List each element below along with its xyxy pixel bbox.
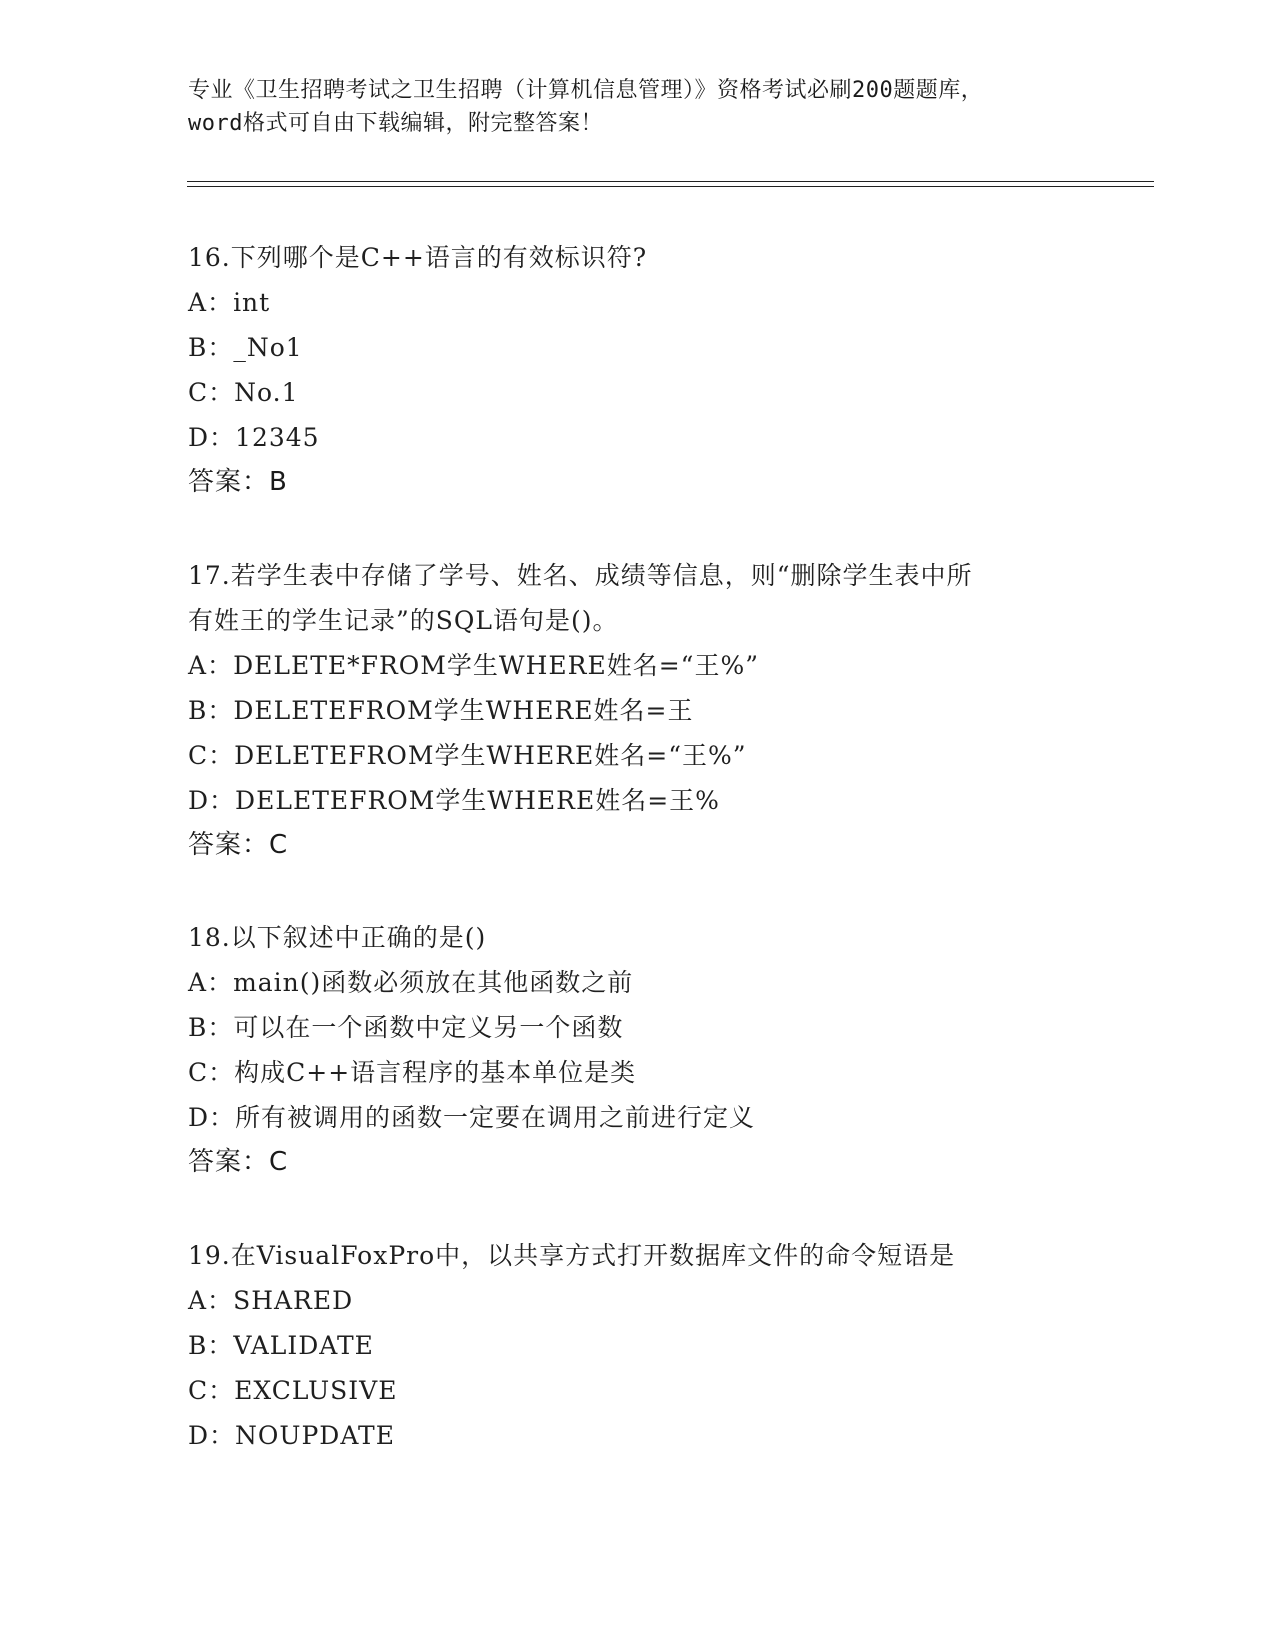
option-c [188,1368,1088,1413]
question-text [188,235,1088,280]
option-c [188,1050,1088,1095]
option-c [188,370,1088,415]
option-a [188,280,1088,325]
option-text: 所有被调用的函数一定要在调用之前进行定义 [235,1103,756,1132]
option-d [188,778,1088,823]
header-line-1: 专业《卫生招聘考试之卫生招聘（计算机信息管理）》资格考试必刷200题题库， [188,78,984,103]
document-header [188,74,1088,140]
option-text: VALIDATE [233,1331,374,1360]
option-text: DELETEFROM学生WHERE姓名=王 [233,696,694,725]
question-17 [188,553,1088,868]
option-text: main()函数必须放在其他函数之前 [233,968,634,997]
option-text: No.1 [234,378,299,407]
question-16 [188,235,1088,505]
option-text: NOUPDATE [235,1421,395,1450]
option-c [188,733,1088,778]
option-key: B： [188,1331,234,1360]
option-text: _No1 [233,333,303,362]
option-key: B： [188,1013,234,1042]
option-key: C： [188,378,235,407]
header-divider-top [187,181,1154,182]
question-18 [188,915,1088,1185]
option-key: D： [188,1421,236,1450]
option-text: DELETE*FROM学生WHERE姓名=“王%” [233,651,759,680]
option-text: DELETEFROM学生WHERE姓名=“王%” [234,741,747,770]
question-text-continued: 有姓王的学生记录”的SQL语句是()。 [188,606,619,635]
option-key: D： [188,1103,236,1132]
option-b [188,325,1088,370]
option-key: C： [188,741,235,770]
option-a [188,643,1088,688]
answer: 答案：C [188,1147,289,1177]
question-text [188,553,1088,598]
option-text: 12345 [235,423,320,452]
option-key: A： [188,1286,234,1315]
question-number: 19. [188,1241,231,1270]
option-text: EXCLUSIVE [234,1376,398,1405]
option-text: DELETEFROM学生WHERE姓名=王% [235,786,720,815]
option-a [188,960,1088,1005]
answer: 答案：C [188,830,289,860]
question-stem: 若学生表中存储了学号、姓名、成绩等信息，则“删除学生表中所 [230,561,973,590]
option-key: D： [188,786,236,815]
answer: 答案：B [188,467,288,497]
option-a [188,1278,1088,1323]
option-b [188,1323,1088,1368]
option-key: D： [188,423,236,452]
option-key: A： [188,651,234,680]
option-b [188,688,1088,733]
option-key: C： [188,1376,235,1405]
option-text: 可以在一个函数中定义另一个函数 [233,1013,624,1042]
option-d [188,1095,1088,1140]
question-19 [188,1233,1088,1458]
option-key: A： [188,288,234,317]
option-d [188,415,1088,460]
question-text [188,1233,1088,1278]
question-stem: 下列哪个是C++语言的有效标识符? [230,243,648,272]
question-stem: 以下叙述中正确的是() [230,923,487,952]
question-number: 17. [188,561,231,590]
option-key: A： [188,968,234,997]
question-stem: 在VisualFoxPro中，以共享方式打开数据库文件的命令短语是 [230,1241,956,1270]
question-text [188,915,1088,960]
option-text: SHARED [233,1286,354,1315]
option-text: 构成C++语言程序的基本单位是类 [234,1058,637,1087]
header-line-2: word格式可自由下载编辑，附完整答案！ [188,111,603,136]
option-key: B： [188,333,234,362]
question-number: 16. [188,243,231,272]
option-key: C： [188,1058,235,1087]
option-text: int [233,288,271,317]
option-key: B： [188,696,234,725]
option-d [188,1413,1088,1458]
question-number: 18. [188,923,231,952]
header-divider-bottom [187,186,1154,187]
option-b [188,1005,1088,1050]
